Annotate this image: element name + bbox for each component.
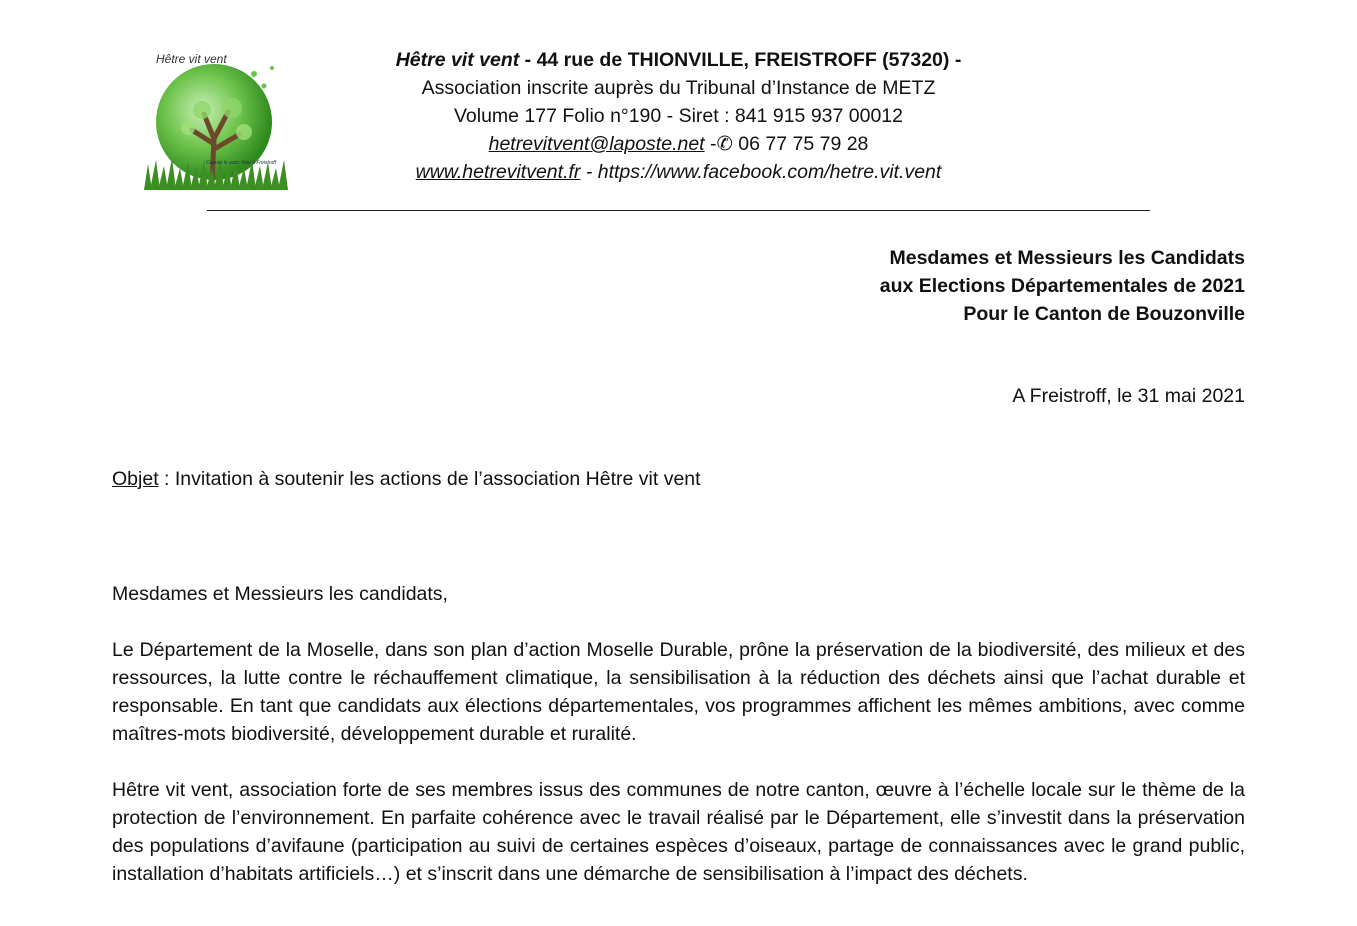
association-name: Hêtre vit vent	[395, 49, 520, 71]
recipient-line-1: Mesdames et Messieurs les Candidats	[889, 247, 1245, 269]
object-text: : Invitation à soutenir les actions de l’association Hêtre vit vent	[158, 468, 701, 490]
association-address: - 44 rue de THIONVILLE, FREISTROFF (57320) -	[519, 49, 962, 71]
facebook-link[interactable]: - https://www.facebook.com/hetre.vit.vent	[580, 161, 942, 183]
logo-tagline: Capure le ponc bleu à Freistroff	[206, 160, 277, 166]
website-link[interactable]: www.hetrevitvent.fr	[415, 161, 581, 183]
letterhead-line-contact	[300, 130, 1057, 158]
letter-object	[112, 468, 701, 491]
email-link[interactable]: hetrevitvent@laposte.net	[488, 133, 705, 155]
paragraph-2: Hêtre vit vent, association forte de ses membres issus des communes de notre canton, œuvre à l’échelle locale sur le thème de la protection de l’environnement. En parfaite cohérence avec le travail réalisé par le Département, elle s’investit dans la préservation des populations d’avifaune (participation au suivi de certaines espèces d’oiseaux, partage de connaissances avec le grand public, installation d’habitats artificiels…) et s’inscrit dans une démarche de sensibilisation à l’impact des déchets.	[112, 779, 1245, 885]
logo-label: Hêtre vit vent	[156, 52, 227, 66]
letter-body	[112, 580, 1245, 916]
letter-date: A Freistroff, le 31 mai 2021	[1012, 385, 1245, 407]
salutation: Mesdames et Messieurs les candidats,	[112, 583, 448, 605]
letterhead-line-siret: Volume 177 Folio n°190 - Siret : 841 915 937 00012	[453, 105, 904, 127]
letterhead	[300, 46, 1057, 186]
recipient-line-3: Pour le Canton de Bouzonville	[963, 303, 1245, 325]
letterhead-line-registration: Association inscrite auprès du Tribunal d’Instance de METZ	[421, 77, 936, 99]
recipient-line-2: aux Elections Départementales de 2021	[879, 275, 1245, 297]
letterhead-line-web	[300, 158, 1057, 186]
paragraph-1: Le Département de la Moselle, dans son plan d’action Moselle Durable, prône la préservation de la biodiversité, des milieux et des ressources, la lutte contre le réchauffement climatique, la sensibilisation à la réduction des déchets ainsi que l’achat durable et responsable. En tant que candidats aux élections départementales, vos programmes affichent les mêmes ambitions, avec comme maîtres-mots biodiversité, développement durable et ruralité.	[112, 639, 1245, 745]
object-label: Objet	[112, 468, 159, 490]
association-logo	[144, 44, 288, 190]
header-divider	[207, 210, 1150, 211]
phone-number: -✆ 06 77 75 79 28	[704, 133, 869, 155]
recipient-block	[880, 244, 1245, 328]
letterhead-line-address	[300, 46, 1057, 74]
